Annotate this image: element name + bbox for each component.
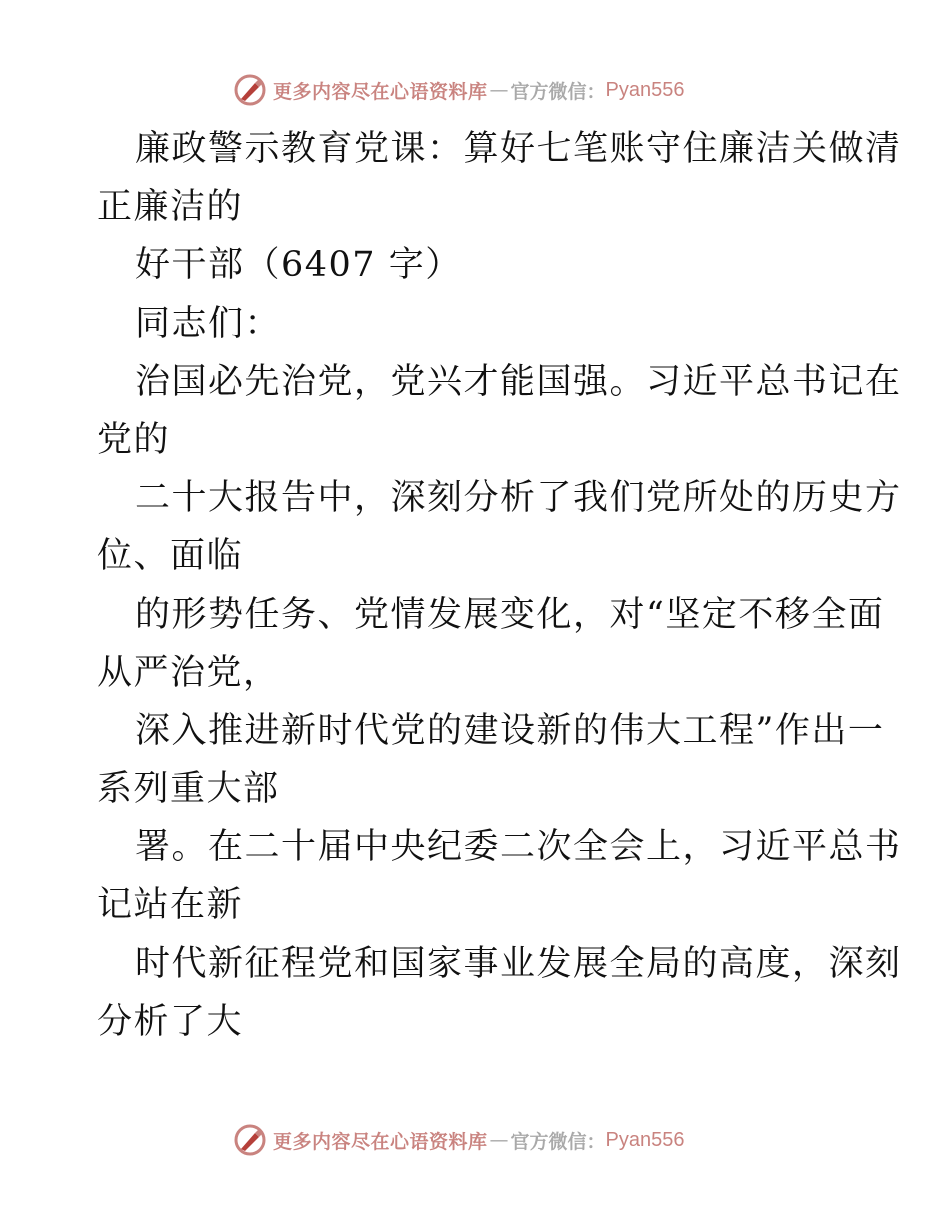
document-body [97, 120, 902, 1051]
text-line: 署。在二十届中央纪委二次全会上，习近平总书 [135, 827, 902, 868]
banner-site-text: 更多内容尽在心语资料库 [273, 1130, 488, 1153]
text-line: 廉政警示教育党课：算好七笔账守住廉洁关做清 [135, 129, 902, 169]
text-line: 分析了大 [97, 1001, 244, 1042]
text-line: 同志们： [135, 303, 282, 344]
text-line: 正廉洁的 [97, 187, 244, 228]
text-line: 二十大报告中，深刻分析了我们党所处的历史方 [135, 478, 902, 519]
banner-wechat-id: Pyan556 [605, 78, 685, 101]
text-line: 位、面临 [97, 536, 244, 577]
text-line: 从严治党， [97, 652, 280, 693]
banner-wechat-id: Pyan556 [605, 1128, 685, 1151]
banner-wechat-label: 官方微信： [510, 1130, 606, 1153]
footer-banner [233, 1120, 753, 1160]
banner-separator: — [489, 1129, 509, 1151]
text-line: 党的 [97, 419, 171, 460]
pen-logo-icon [233, 73, 267, 107]
text-line: 好干部（6407 字） [135, 245, 462, 286]
banner-site-text: 更多内容尽在心语资料库 [273, 80, 488, 103]
text-line: 时代新征程党和国家事业发展全局的高度，深刻 [135, 943, 902, 984]
header-banner [233, 70, 753, 110]
text-line: 系列重大部 [97, 769, 280, 810]
text-line: 记站在新 [97, 885, 244, 926]
text-line: 深入推进新时代党的建设新的伟大工程”作出一 [135, 710, 885, 751]
text-line: 治国必先治党，党兴才能国强。习近平总书记在 [135, 361, 902, 402]
banner-separator: — [489, 79, 509, 101]
banner-wechat-label: 官方微信： [510, 80, 606, 103]
pen-logo-icon [233, 1123, 267, 1157]
text-line: 的形势任务、党情发展变化，对“坚定不移全面 [135, 594, 885, 635]
